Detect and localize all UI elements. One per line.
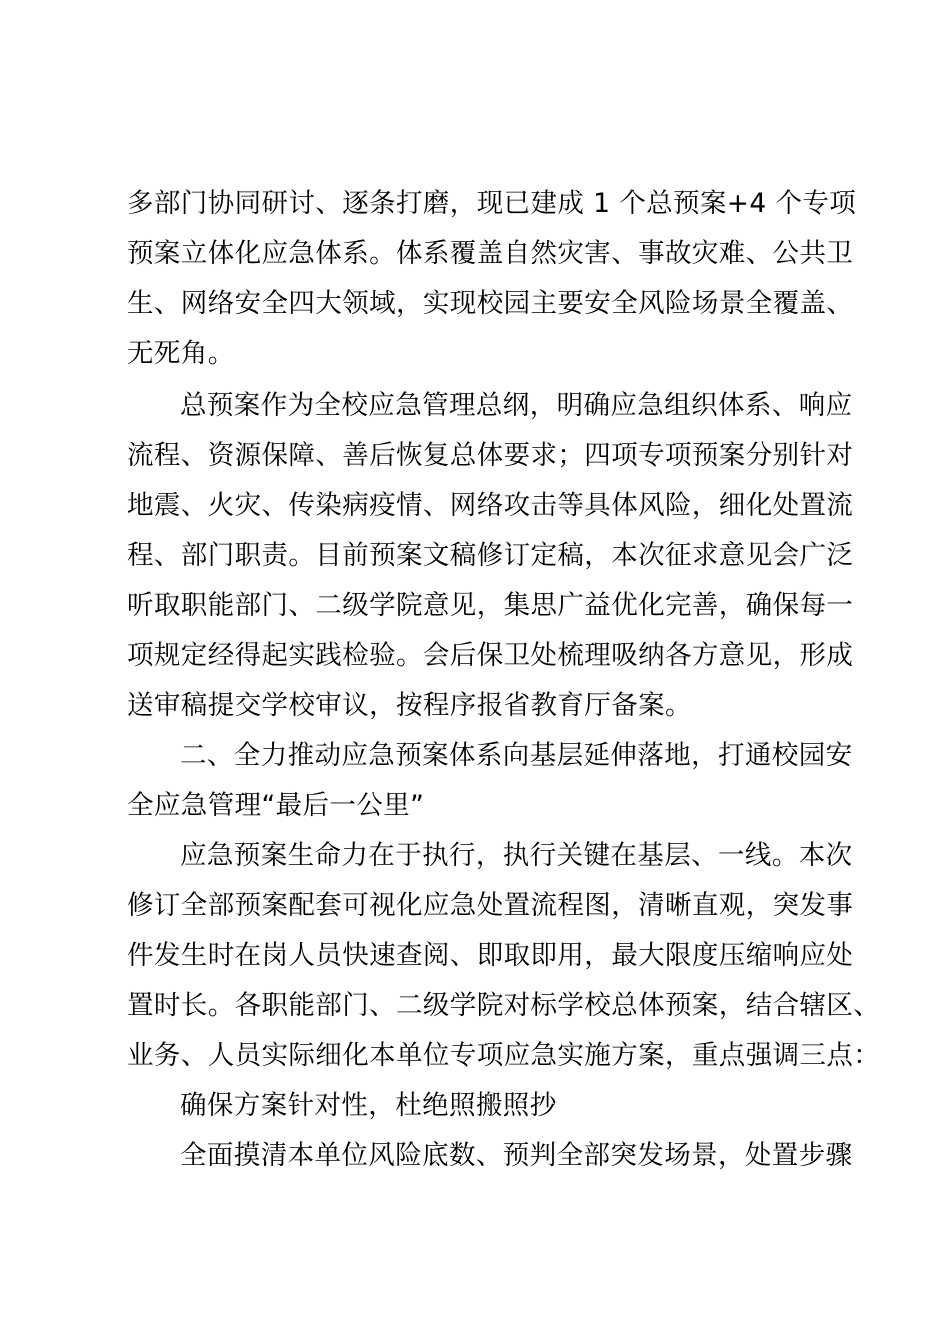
- text-line: 无死角。: [127, 338, 235, 369]
- text-line: 业务、人员实际细化本单位专项应急实施方案，重点强调三点：: [127, 1040, 881, 1071]
- text-line: 生、网络安全四大领域，实现校园主要安全风险场景全覆盖、: [127, 288, 854, 319]
- text-line: 地震、火灾、传染病疫情、网络攻击等具体风险，细化处置流: [127, 490, 854, 521]
- text-line: 置时长。各职能部门、二级学院对标学校总体预案，结合辖区、: [127, 990, 881, 1021]
- paragraph-first-line: 全面摸清本单位风险底数、预判全部突发场景，处置步骤: [180, 1140, 853, 1171]
- text-line: 流程、资源保障、善后恢复总体要求；四项专项预案分别针对: [127, 440, 854, 471]
- subpoint-heading: 确保方案针对性，杜绝照搬照抄: [180, 1090, 557, 1121]
- text-line: 件发生时在岗人员快速查阅、即取即用，最大限度压缩响应处: [127, 940, 854, 971]
- text-line: 修订全部预案配套可视化应急处置流程图，清晰直观，突发事: [127, 890, 854, 921]
- paragraph-first-line: 应急预案生命力在于执行，执行关键在基层、一线。本次: [180, 840, 853, 871]
- text-line: 项规定经得起实践检验。会后保卫处梳理吸纳各方意见，形成: [127, 640, 854, 671]
- paragraph-first-line: 总预案作为全校应急管理总纲，明确应急组织体系、响应: [180, 390, 853, 421]
- section-heading-continued: 全应急管理“最后一公里”: [127, 790, 425, 821]
- text-line: 多部门协同研讨、逐条打磨，现已建成 1 个总预案+4 个专项: [127, 188, 857, 219]
- text-line: 听取职能部门、二级学院意见，集思广益优化完善，确保每一: [127, 590, 854, 621]
- text-line: 送审稿提交学校审议，按程序报省教育厅备案。: [127, 690, 692, 721]
- text-line: 预案立体化应急体系。体系覆盖自然灾害、事故灾难、公共卫: [127, 238, 854, 269]
- text-line: 程、部门职责。目前预案文稿修订定稿，本次征求意见会广泛: [127, 540, 854, 571]
- section-heading: 二、全力推动应急预案体系向基层延伸落地，打通校园安: [180, 740, 853, 771]
